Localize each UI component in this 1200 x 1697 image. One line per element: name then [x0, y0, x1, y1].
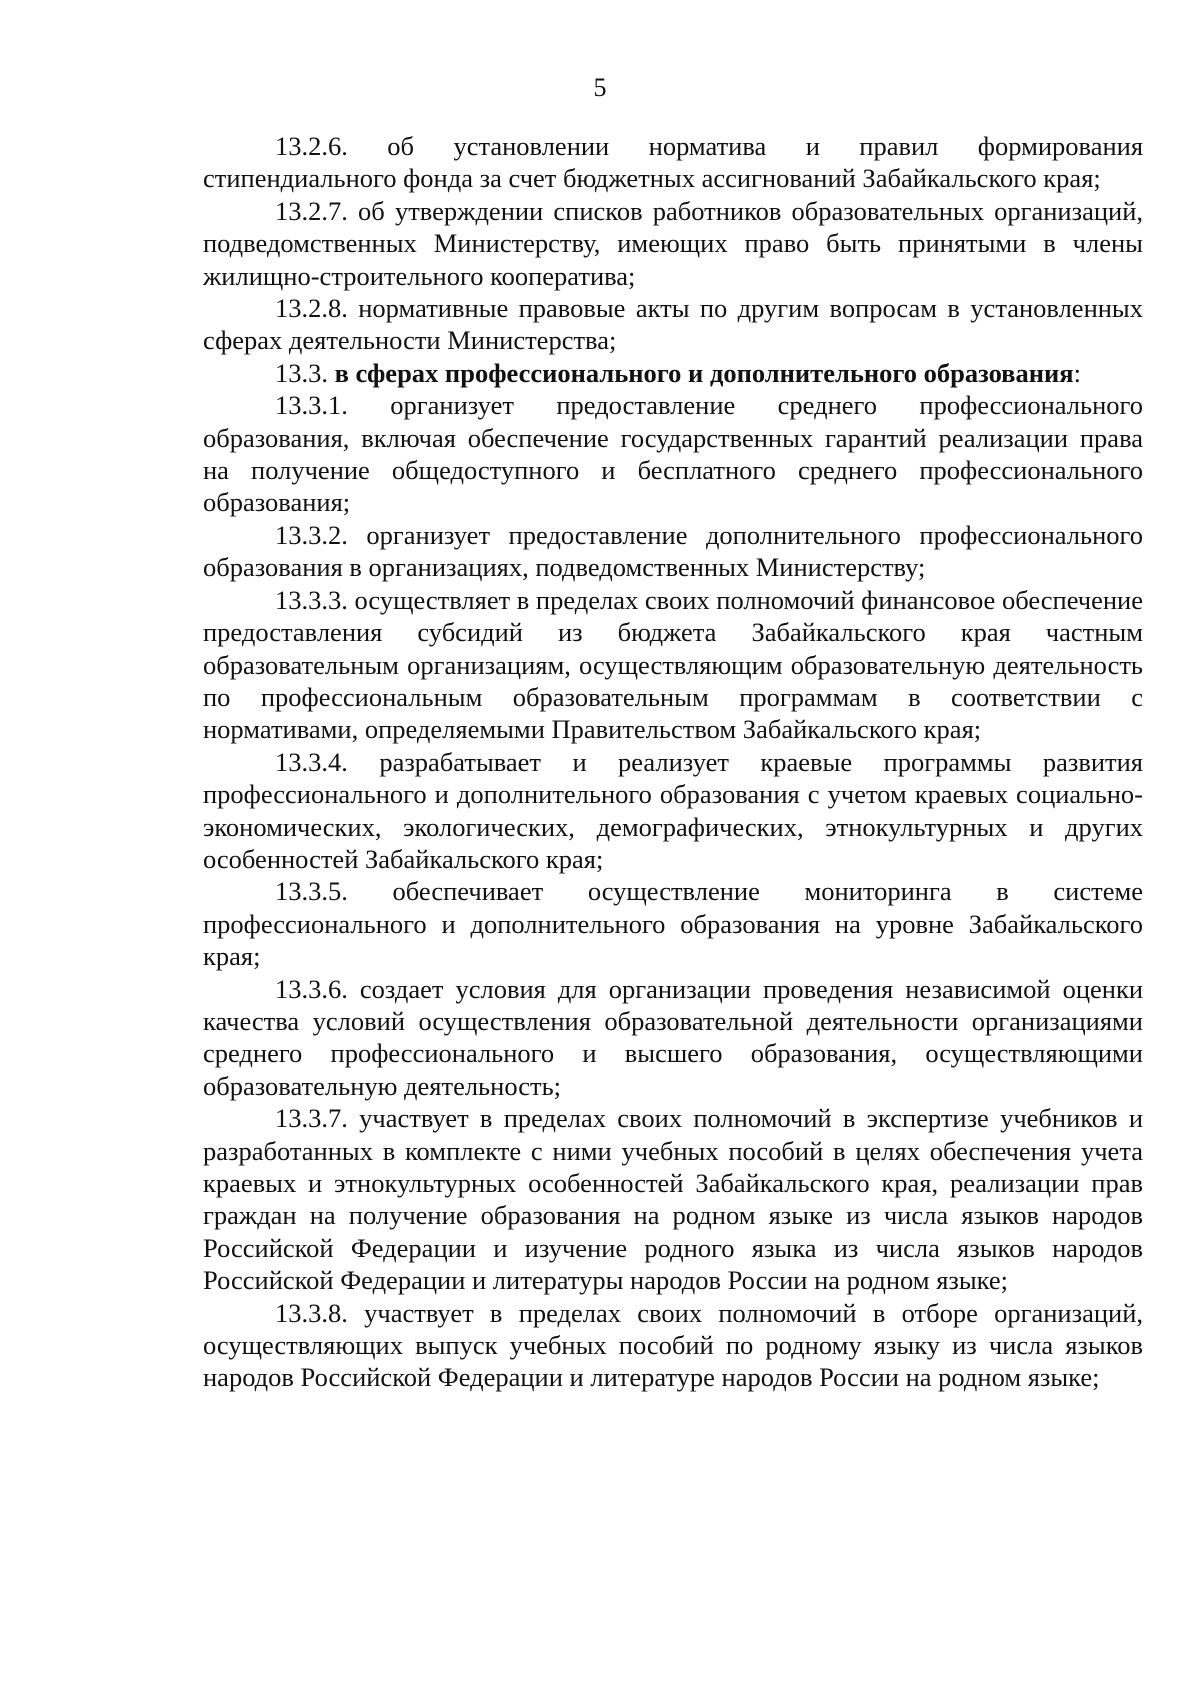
clause-text: об утверждении списков работников образовательных организаций, подведомственных Министерству, имеющих право быть принятыми в члены жилищно-строительного кооператива;	[203, 195, 1144, 291]
clause-text: нормативные правовые акты по другим вопросам в установленных сферах деятельности Министерства;	[203, 293, 1143, 356]
clause-number: 13.3.2.	[275, 519, 348, 550]
paragraph-13-3	[203, 357, 1143, 389]
clause-number: 13.3.1.	[275, 390, 348, 421]
clause-text: участвует в пределах своих полномочий в отборе организаций, осуществляющих выпуск учебных пособий по родному языку из числа языков народов Российской Федерации и литературе народов России на родном языке;	[203, 1297, 1143, 1393]
paragraph-13-3-3	[203, 584, 1143, 746]
clause-number: 13.2.8.	[275, 293, 348, 324]
clause-text: об установлении норматива и правил формирования стипендиального фонда за счет бюджетных ассигнований Забайкальского края;	[203, 131, 1144, 194]
paragraph-13-3-8	[203, 1297, 1143, 1394]
clause-number: 13.2.7.	[275, 195, 348, 226]
clause-text: создает условия для организации проведения независимой оценки качества условий осуществления образовательной деятельности организациями среднего профессионального и высшего образования, осуществляющими образовательную деятельность;	[203, 973, 1144, 1101]
heading-colon: :	[1073, 357, 1081, 388]
clause-text: организует предоставление среднего профессионального образования, включая обеспечение государственных гарантий реализации права на получение общедоступного и бесплатного среднего профессионального образования;	[203, 390, 1143, 518]
clause-number: 13.3.5.	[275, 876, 348, 907]
clause-number: 13.3.8.	[275, 1297, 348, 1328]
paragraph-13-2-6	[203, 130, 1143, 195]
clause-number: 13.3.4.	[275, 746, 348, 777]
page-number: 5	[593, 73, 607, 102]
section-heading: в сферах профессионального и дополнительного образования	[334, 357, 1074, 388]
paragraph-13-3-6	[203, 973, 1143, 1103]
paragraph-13-2-8	[203, 292, 1143, 357]
paragraph-13-3-7	[203, 1102, 1143, 1296]
paragraph-13-3-4	[203, 746, 1143, 876]
paragraph-13-3-1	[203, 389, 1143, 519]
clause-text: участвует в пределах своих полномочий в экспертизе учебников и разработанных в комплекте с ними учебных пособий в целях обеспечения учета краевых и этнокультурных особенностей Забайкальского края, реализации прав граждан на получение образования на родном языке из числа языков народов Российской Федерации и изучение родного языка из числа языков народов Российской Федерации и литературы народов России на родном языке;	[203, 1103, 1143, 1296]
clause-text: разрабатывает и реализует краевые программы развития профессионального и дополнительного образования с учетом краевых социально-экономических, экологических, демографических, этнокультурных и других особенностей Забайкальского края;	[203, 746, 1143, 874]
clause-number: 13.3.3.	[275, 584, 348, 615]
clause-text: обеспечивает осуществление мониторинга в системе профессионального и дополнительного образования на уровне Забайкальского края;	[203, 876, 1143, 972]
clause-number: 13.3.7.	[275, 1103, 348, 1134]
paragraph-13-3-5	[203, 875, 1143, 972]
document-body	[203, 130, 1143, 1394]
clause-number: 13.2.6.	[275, 131, 348, 161]
clause-text: организует предоставление дополнительного профессионального образования в организациях, подведомственных Министерству;	[203, 519, 1143, 583]
paragraph-13-2-7	[203, 195, 1143, 292]
clause-number: 13.3.6.	[275, 973, 348, 1004]
clause-text: осуществляет в пределах своих полномочий финансовое обеспечение предоставления субсидий из бюджета Забайкальского края частным образовательным организациям, осуществляющим образовательную деятельность по профессиональным образовательным программам в соответствии с нормативами, определяемыми Правительством Забайкальского края;	[203, 584, 1144, 745]
paragraph-13-3-2	[203, 519, 1143, 584]
clause-number: 13.3.	[275, 357, 328, 388]
